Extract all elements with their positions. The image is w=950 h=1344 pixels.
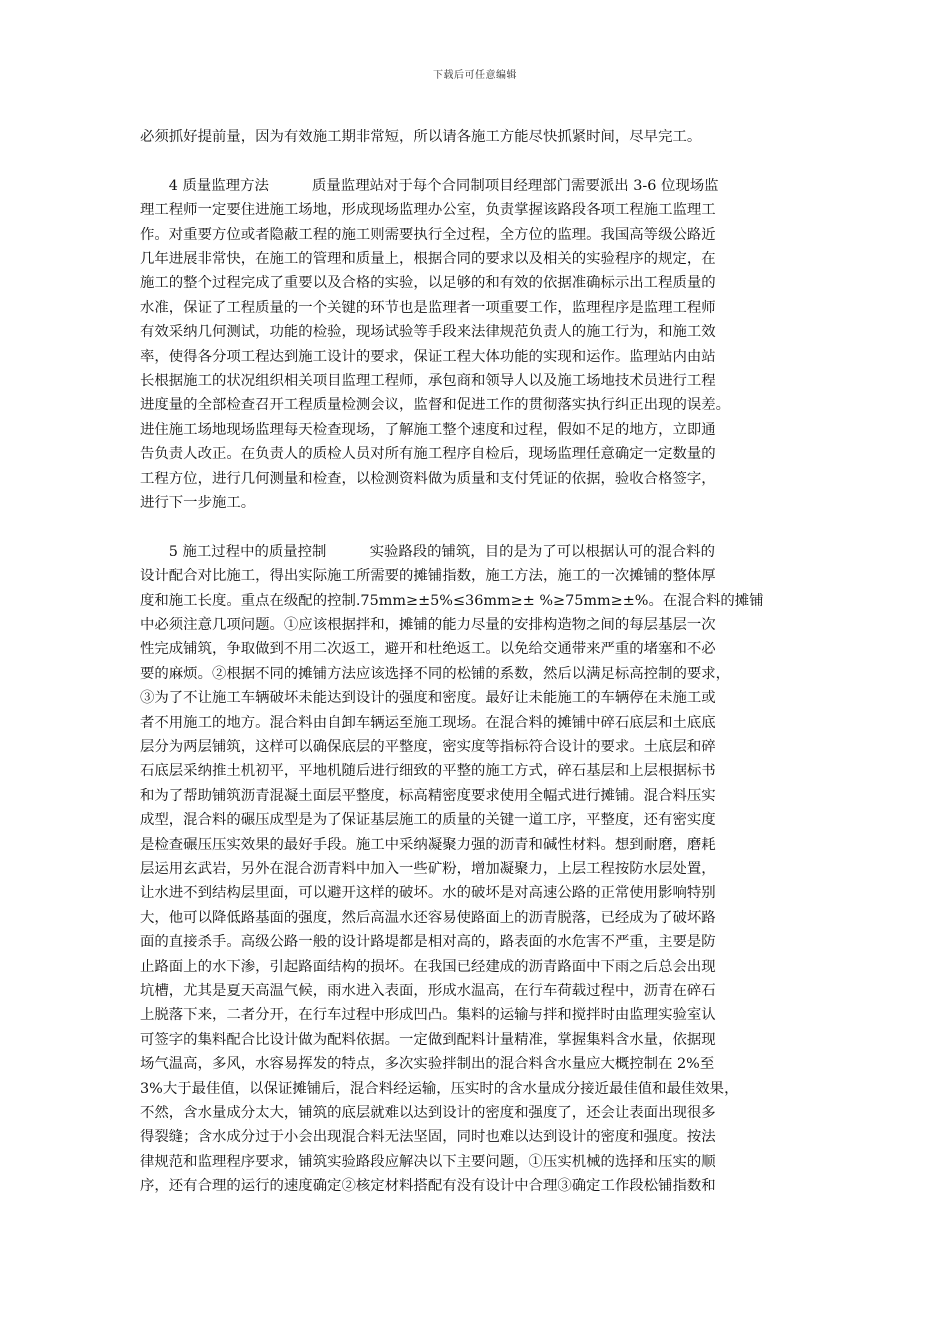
text-line: 序，还有合理的运行的速度确定②核定材料搭配有没有设计中合理③确定工作段松铺指数和 (140, 1178, 716, 1195)
text-line: 水准，保证了工程质量的一个关键的环节也是监理者一项重要工作，监理程序是监理工程师 (140, 299, 716, 316)
text-line: 进行下一步施工。 (140, 495, 256, 511)
text-line: 4 质量监理方法 质量监理站对于每个合同制项目经理部门需要派出 3-6 位现场监 (140, 177, 719, 194)
text-line: 率，使得各分项工程达到施工设计的要求，保证工程大体功能的实现和运作。监理站内由站 (140, 348, 716, 365)
text-line: 上脱落下来，二者分开，在行车过程中形成凹凸。集料的运输与拌和搅拌时由监理实验室认 (140, 1007, 716, 1024)
text-line: 律规范和监理程序要求，铺筑实验路段应解决以下主要问题，①压实机械的选择和压实的顺 (140, 1153, 716, 1170)
text-line: 层运用玄武岩，另外在混合沥青料中加入一些矿粉，增加凝聚力，上层工程按防水层处置， (140, 861, 716, 877)
text-line: 几年进展非常快，在施工的管理和质量上，根据合同的要求以及相关的实验程序的规定，在 (140, 251, 716, 267)
text-line: 石底层采纳推土机初平，平地机随后进行细致的平整的施工方式，碎石基层和上层根据标书 (140, 763, 716, 780)
text-line: 不然，含水量成分太大，铺筑的底层就难以达到设计的密度和强度了，还会让表面出现很多 (140, 1105, 716, 1121)
page-header: 下载后可任意编辑 (433, 70, 517, 81)
text-line: 让水进不到结构层里面，可以避开这样的破坏。水的破坏是对高速公路的正常使用影响特别 (140, 885, 716, 902)
text-line: 告负责人改正。在负责人的质检人员对所有施工程序自检后，现场监理任意确定一定数量的 (140, 446, 716, 463)
text-line: 止路面上的水下渗，引起路面结构的损坏。在我国已经建成的沥青路面中下雨之后总会出现 (140, 958, 716, 975)
text-line: 理工程师一定要住进施工场地，形成现场监理办公室，负责掌握该路段各项工程施工监理工 (140, 202, 716, 219)
text-line: 大，他可以降低路基面的强度，然后高温水还容易使路面上的沥青脱落，已经成为了破坏路 (140, 909, 716, 926)
text-line: 面的直接杀手。高级公路一般的设计路堤都是相对高的，路表面的水危害不严重，主要是防 (140, 934, 716, 951)
text-line: 5 施工过程中的质量控制 实验路段的铺筑，目的是为了可以根据认可的混合料的 (140, 543, 715, 560)
text-line: 有效采纳几何测试，功能的检验，现场试验等手段来法律规范负责人的施工行为，和施工效 (140, 324, 716, 341)
text-line: 必须抓好提前量，因为有效施工期非常短，所以请各施工方能尽快抓紧时间，尽早完工。 (140, 129, 702, 145)
text-line: 者不用施工的地方。混合料由自卸车辆运至施工现场。在混合料的摊铺中碎石底层和土底底 (140, 714, 716, 731)
text-line: 得裂缝；含水成分过于小会出现混合料无法坚固，同时也难以达到设计的密度和强度。按法 (140, 1129, 716, 1146)
text-line: 长根据施工的状况组织相关项目监理工程师，承包商和领导人以及施工场地技术员进行工程 (140, 373, 716, 389)
text-line: 中必须注意几项问题。①应该根据拌和，摊铺的能力尽量的安排构造物之间的每层基层一次 (140, 617, 716, 633)
text-line: 3%大于最佳值，以保证摊铺后，混合料经运输，压实时的含水量成分接近最佳值和最佳效果， (140, 1080, 739, 1097)
text-line: 成型，混合料的碾压成型是为了保证基层施工的质量的关键一道工序，平整度，还有密实度 (140, 812, 716, 829)
text-line: 性完成铺筑，争取做到不用二次返工，避开和杜绝返工。以免给交通带来严重的堵塞和不必 (140, 641, 716, 658)
text-line: 和为了帮助铺筑沥青混凝土面层平整度，标高精密度要求使用全幅式进行摊铺。混合料压实 (140, 787, 716, 804)
text-line: 设计配合对比施工，得出实际施工所需要的摊铺指数，施工方法，施工的一次摊铺的整体厚 (140, 568, 716, 585)
text-line: 要的麻烦。②根据不同的摊铺方法应该选择不同的松铺的系数，然后以满足标高控制的要求， (140, 665, 731, 682)
text-line: 作。对重要方位或者隐蔽工程的施工则需要执行全过程，全方位的监理。我国高等级公路近 (140, 226, 716, 243)
text-line: 施工的整个过程完成了重要以及合格的实验，以足够的和有效的依据准确标示出工程质量的 (140, 275, 716, 292)
text-line: 进度量的全部检查召开工程质量检测会议，监督和促进工作的贯彻落实执行纠正出现的误差。 (140, 397, 731, 414)
text-line: 坑槽，尤其是夏天高温气候，雨水进入表面，形成水温高，在行车荷载过程中，沥青在碎石 (140, 983, 716, 999)
text-line: 度和施工长度。重点在级配的控制.75mm≥±5%≤36mm≥± %≥75mm≥±%。在混合料的摊铺 (140, 592, 764, 609)
text-line: 进住施工场地现场监理每天检查现场，了解施工整个速度和过程，假如不足的地方，立即通 (140, 421, 716, 438)
text-line: 是检查碾压压实效果的最好手段。施工中采纳凝聚力强的沥青和碱性材料。想到耐磨，磨耗 (140, 836, 716, 853)
text-line: ③为了不让施工车辆破坏未能达到设计的强度和密度。最好让未能施工的车辆停在未施工或 (140, 690, 716, 707)
text-line: 场气温高，多风，水容易挥发的特点，多次实验拌制出的混合料含水量应大概控制在 2%至 (140, 1056, 715, 1073)
text-line: 层分为两层铺筑，这样可以确保底层的平整度，密实度等指标符合设计的要求。土底层和碎 (140, 739, 716, 755)
text-line: 工程方位，进行几何测量和检查，以检测资料做为质量和支付凭证的依据，验收合格签字， (140, 470, 716, 487)
text-line: 可签字的集料配合比设计做为配料依据。一定做到配料计量精准，掌握集料含水量，依据现 (140, 1031, 716, 1048)
